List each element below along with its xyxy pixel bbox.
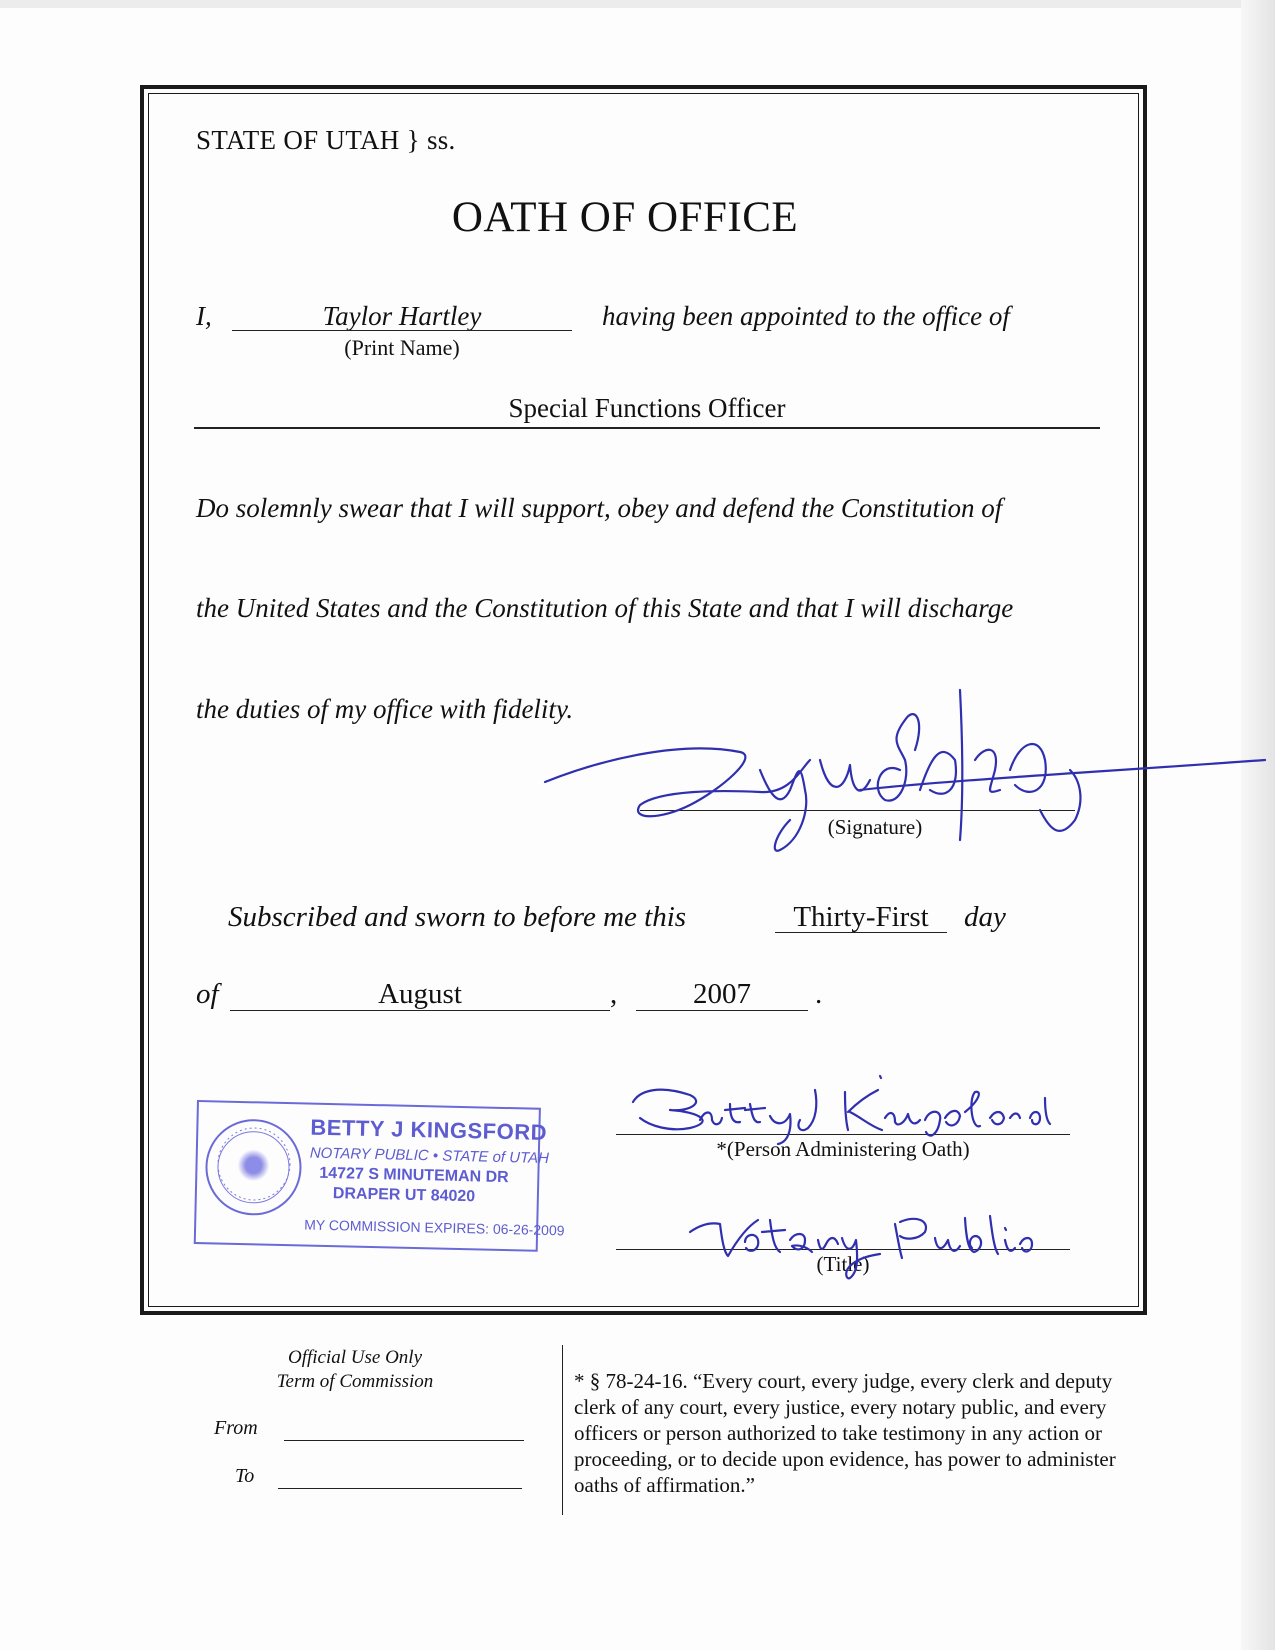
oath-line-2: the United States and the Constitution of this State and that I will discharge	[196, 593, 1014, 623]
statute-text: * § 78-24-16. “Every court, every judge, every clerk and deputy clerk of any court, every justice, every notary public, and every officers or person authorized to take testimony in any action or proceeding, or to decide upon evidence, has power to administer oaths of affirmation.”	[574, 1369, 1116, 1497]
stamp-address: 14727 S MINUTEMAN DR	[319, 1164, 509, 1187]
print-name-label: (Print Name)	[344, 335, 460, 360]
day-value: Thirty-First	[793, 901, 929, 933]
date-comma: ,	[610, 978, 618, 1010]
appointed-text: having been appointed to the office of	[602, 301, 1010, 331]
from-line	[284, 1440, 524, 1441]
month-value: August	[378, 978, 462, 1010]
state-seal-icon	[204, 1118, 302, 1216]
administrator-signature-line	[616, 1134, 1070, 1135]
term-label: Term of Commission	[276, 1371, 434, 1392]
signature-label: (Signature)	[827, 815, 923, 839]
official-use-label: Official Use Only	[287, 1347, 423, 1368]
stamp-expires: MY COMMISSION EXPIRES: 06-26-2009	[304, 1216, 565, 1239]
stamp-city: DRAPER UT 84020	[332, 1185, 476, 1206]
day-word: day	[964, 901, 1006, 933]
footer-divider	[562, 1345, 563, 1515]
year-line	[636, 1010, 808, 1011]
date-period: .	[815, 978, 823, 1010]
to-label: To	[235, 1465, 255, 1487]
notary-stamp	[194, 1100, 565, 1252]
title-line	[616, 1249, 1070, 1250]
print-name-value: Taylor Hartley	[322, 301, 482, 331]
administrator-label: *(Person Administering Oath)	[716, 1137, 970, 1161]
to-line	[278, 1488, 522, 1489]
stamp-notary: NOTARY PUBLIC • STATE of UTAH	[309, 1144, 550, 1167]
year-value: 2007	[693, 978, 751, 1010]
office-value: Special Functions Officer	[508, 393, 786, 423]
page-edge	[1241, 0, 1275, 1650]
oath-line-3: the duties of my office with fidelity.	[196, 694, 574, 724]
day-line	[775, 932, 947, 933]
title-label: (Title)	[816, 1252, 870, 1276]
of-word: of	[196, 978, 219, 1010]
venue-heading: STATE OF UTAH } ss.	[196, 125, 456, 155]
month-line	[230, 1010, 610, 1011]
signature-line	[640, 810, 1075, 811]
stamp-name: BETTY J KINGSFORD	[310, 1114, 548, 1145]
oath-line-1: Do solemnly swear that I will support, obey and defend the Constitution of	[196, 493, 1003, 523]
subscribed-text: Subscribed and sworn to before me this	[228, 901, 687, 933]
from-label: From	[214, 1417, 258, 1439]
document-title: OATH OF OFFICE	[451, 194, 799, 241]
office-line	[194, 427, 1100, 429]
oath-i: I,	[196, 301, 212, 331]
print-name-line	[232, 330, 572, 331]
